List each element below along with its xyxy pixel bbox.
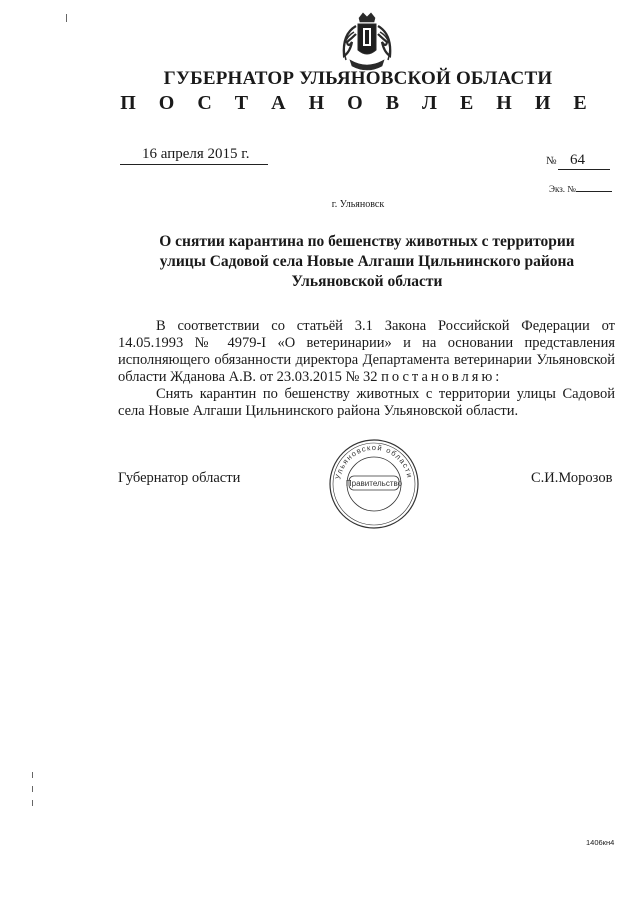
document-number — [546, 152, 614, 170]
stamp-ring-text: Ульяновской области — [333, 442, 415, 481]
signatory-name: С.И.Морозов — [531, 470, 613, 486]
copy-blank-line — [576, 191, 612, 192]
issuer-heading: ГУБЕРНАТОР УЛЬЯНОВСКОЙ ОБЛАСТИ — [163, 68, 553, 89]
document-date: 16 апреля 2015 г. — [120, 146, 268, 165]
number-sign: № — [546, 155, 557, 167]
document-type-heading: П О С Т А Н О В Л Е Н И Е — [120, 92, 596, 114]
svg-text:Ульяновской области — [333, 443, 414, 480]
title-line: улицы Садовой села Новые Алгаши Цильнинского района — [159, 253, 575, 270]
official-stamp — [328, 438, 420, 530]
title-line: Ульяновской области — [291, 273, 443, 290]
body-paragraph — [118, 318, 615, 386]
stamp-center-text: Правительство — [345, 479, 403, 488]
coat-of-arms-emblem — [332, 12, 402, 74]
body-paragraph: Снять карантин по бешенству животных с территории улицы Садовой села Новые Алгаши Цильнинского района Ульяновской области. — [118, 386, 615, 419]
scan-mark — [66, 14, 67, 22]
copy-label: Экз. № — [549, 184, 576, 194]
document-body — [118, 318, 615, 420]
body-paragraph-text: В соответствии со статьёй 3.1 Закона Российской Федерации от 14.05.1993 № 4979-I «О ветеринарии» и на основании представления исполняющего обязанности директора Департамента ветеринарии Ульяновской области Жданова А.В. от 23.03.2015 № 32 — [118, 318, 615, 385]
scan-mark — [32, 800, 33, 806]
copy-number — [549, 184, 612, 194]
decree-word: постановляю: — [381, 369, 503, 385]
number-value: 64 — [558, 152, 610, 170]
document-title — [140, 232, 594, 292]
city-line: г. Ульяновск — [331, 199, 385, 210]
title-line: О снятии карантина по бешенству животных с территории — [159, 233, 575, 250]
signatory-position: Губернатор области — [118, 470, 241, 486]
scan-mark — [32, 786, 33, 792]
scan-mark — [32, 772, 33, 778]
footer-code: 1406кн4 — [586, 838, 615, 847]
